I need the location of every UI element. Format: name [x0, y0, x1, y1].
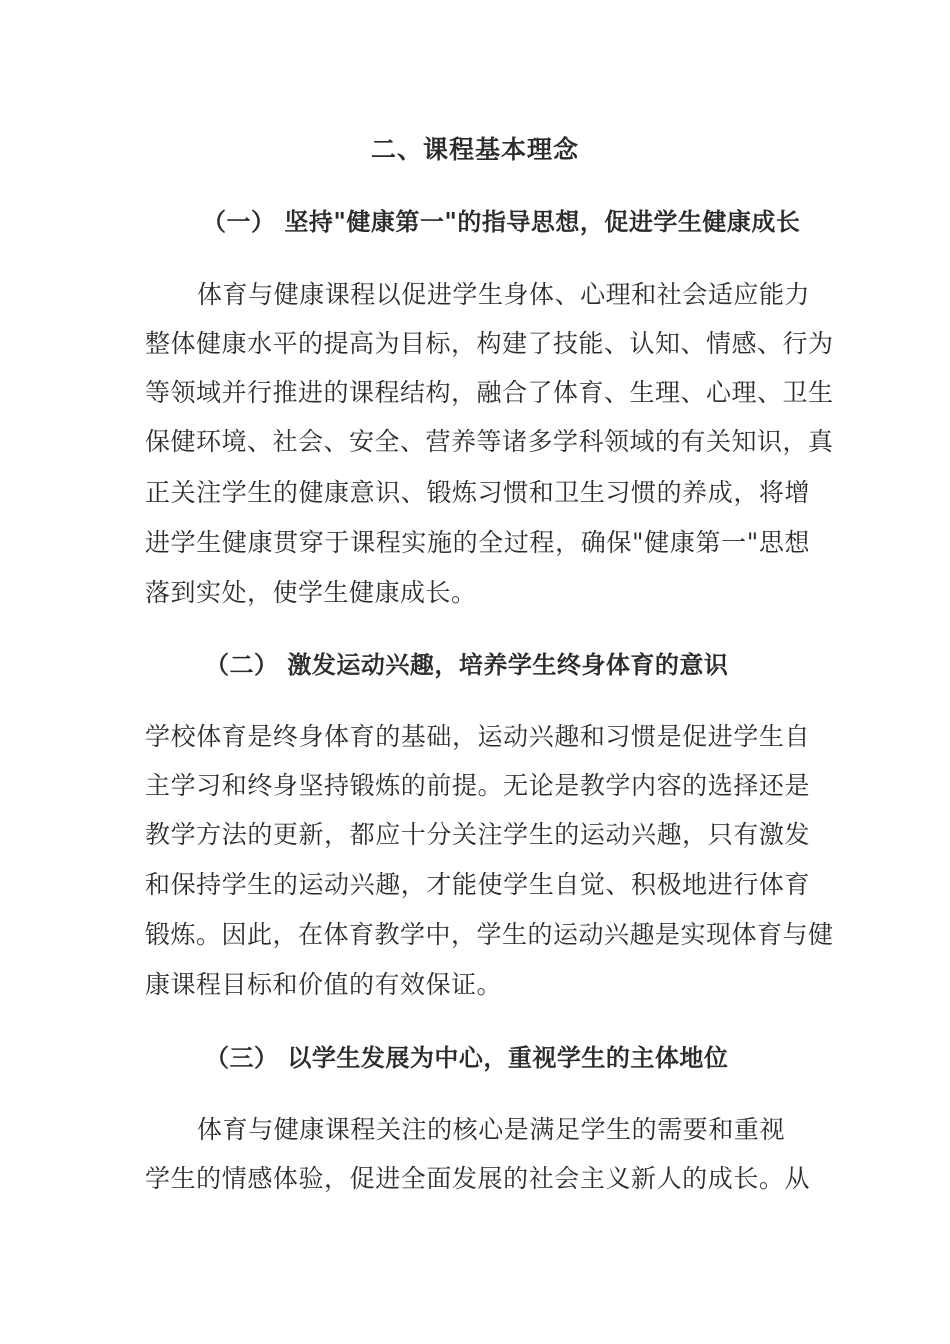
paragraph-line: 体育与健康课程关注的核心是满足学生的需要和重视 [197, 1115, 785, 1144]
paragraph-line: 教学方法的更新，都应十分关注学生的运动兴趣，只有激发 [145, 820, 810, 849]
section-heading-1: （一） 坚持"健康第一"的指导思想，促进学生健康成长 [202, 207, 801, 236]
paragraph-line: 保健环境、社会、安全、营养等诸多学科领域的有关知识，真 [145, 427, 834, 456]
paragraph-line: 主学习和终身坚持锻炼的前提。无论是教学内容的选择还是 [145, 771, 810, 800]
paragraph-line: 锻炼。因此，在体育教学中，学生的运动兴趣是实现体育与健 [145, 920, 834, 949]
document-title: 二、课程基本理念 [370, 135, 579, 164]
section-heading-2: （二） 激发运动兴趣，培养学生终身体育的意识 [205, 650, 729, 679]
paragraph-line: 进学生健康贯穿于课程实施的全过程，确保"健康第一"思想 [145, 528, 810, 557]
section-heading-3: （三） 以学生发展为中心，重视学生的主体地位 [205, 1043, 729, 1072]
paragraph-line: 学校体育是终身体育的基础，运动兴趣和习惯是促进学生自 [145, 722, 810, 751]
paragraph-line: 正关注学生的健康意识、锻炼习惯和卫生习惯的养成，将增 [145, 478, 810, 507]
paragraph-line: 体育与健康课程以促进学生身体、心理和社会适应能力 [197, 280, 810, 309]
paragraph-line: 整体健康水平的提高为目标，构建了技能、认知、情感、行为 [145, 329, 834, 358]
paragraph-line: 和保持学生的运动兴趣，才能使学生自觉、积极地进行体育 [145, 870, 810, 899]
paragraph-line: 等领域并行推进的课程结构，融合了体育、生理、心理、卫生 [145, 378, 834, 407]
paragraph-line: 康课程目标和价值的有效保证。 [145, 970, 503, 999]
paragraph-line: 落到实处，使学生健康成长。 [145, 578, 477, 607]
paragraph-line: 学生的情感体验，促进全面发展的社会主义新人的成长。从 [145, 1164, 810, 1193]
